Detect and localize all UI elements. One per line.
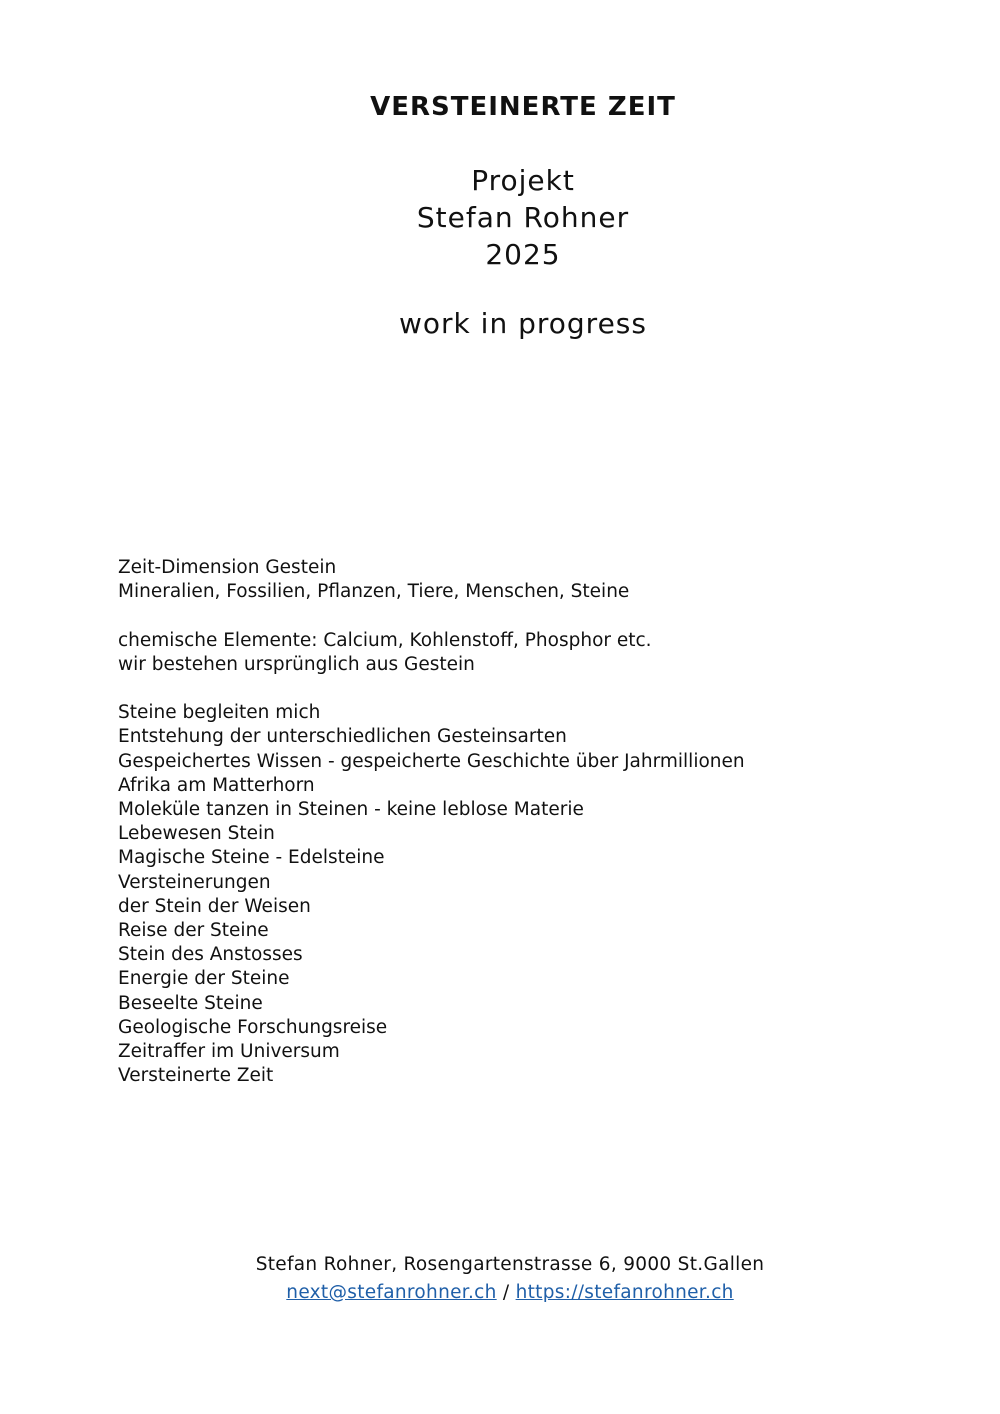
paragraph-3 bbox=[118, 701, 878, 1088]
text-line: Versteinerte Zeit bbox=[118, 1065, 274, 1087]
link-separator: / bbox=[502, 1282, 510, 1303]
status-text: work in progress bbox=[399, 307, 647, 340]
text-line: Steine begleiten mich bbox=[118, 702, 321, 724]
text-line: Moleküle tanzen in Steinen - keine leblose Materie bbox=[118, 799, 584, 820]
project-year: 2025 bbox=[485, 238, 561, 271]
paragraph-1 bbox=[118, 556, 878, 604]
paragraph-spacer bbox=[118, 604, 878, 628]
text-line: Zeit-Dimension Gestein bbox=[118, 557, 337, 578]
text-line: Magische Steine - Edelsteine bbox=[118, 847, 385, 869]
text-line: chemische Elemente: Calcium, Kohlenstoff, Phosphor etc. bbox=[118, 629, 652, 651]
text-line: Lebewesen Stein bbox=[118, 823, 275, 845]
text-line: Stein des Anstosses bbox=[118, 944, 303, 966]
text-line: Gespeichertes Wissen - gespeicherte Geschichte über Jahrmillionen bbox=[118, 750, 745, 772]
text-line: Entstehung der unterschiedlichen Gesteinsarten bbox=[118, 726, 567, 748]
text-line: Beseelte Steine bbox=[118, 992, 263, 1014]
project-label: Projekt bbox=[471, 164, 575, 197]
text-line: Mineralien, Fossilien, Pflanzen, Tiere, Menschen, Steine bbox=[118, 581, 630, 603]
footer bbox=[0, 1251, 1000, 1307]
text-line: der Stein der Weisen bbox=[118, 895, 311, 917]
footer-links bbox=[0, 1279, 1000, 1307]
page-title: VERSTEINERTE ZEIT bbox=[370, 92, 676, 122]
paragraph-spacer bbox=[118, 677, 878, 701]
text-line: wir bestehen ursprünglich aus Gestein bbox=[118, 653, 475, 675]
website-link[interactable]: https://stefanrohner.ch bbox=[515, 1282, 734, 1303]
text-line: Geologische Forschungsreise bbox=[118, 1016, 388, 1038]
text-line: Reise der Steine bbox=[118, 920, 269, 942]
paragraph-2 bbox=[118, 629, 878, 677]
text-line: Zeitraffer im Universum bbox=[118, 1041, 340, 1063]
text-line: Afrika am Matterhorn bbox=[118, 774, 315, 796]
author-name: Stefan Rohner bbox=[416, 201, 630, 234]
project-info bbox=[0, 162, 1000, 273]
email-link[interactable]: next@stefanrohner.ch bbox=[286, 1282, 497, 1303]
text-line: Energie der Steine bbox=[118, 968, 290, 990]
text-line: Versteinerungen bbox=[118, 871, 271, 893]
body-text bbox=[118, 556, 878, 1088]
footer-address: Stefan Rohner, Rosengartenstrasse 6, 9000 St.Gallen bbox=[255, 1254, 765, 1275]
